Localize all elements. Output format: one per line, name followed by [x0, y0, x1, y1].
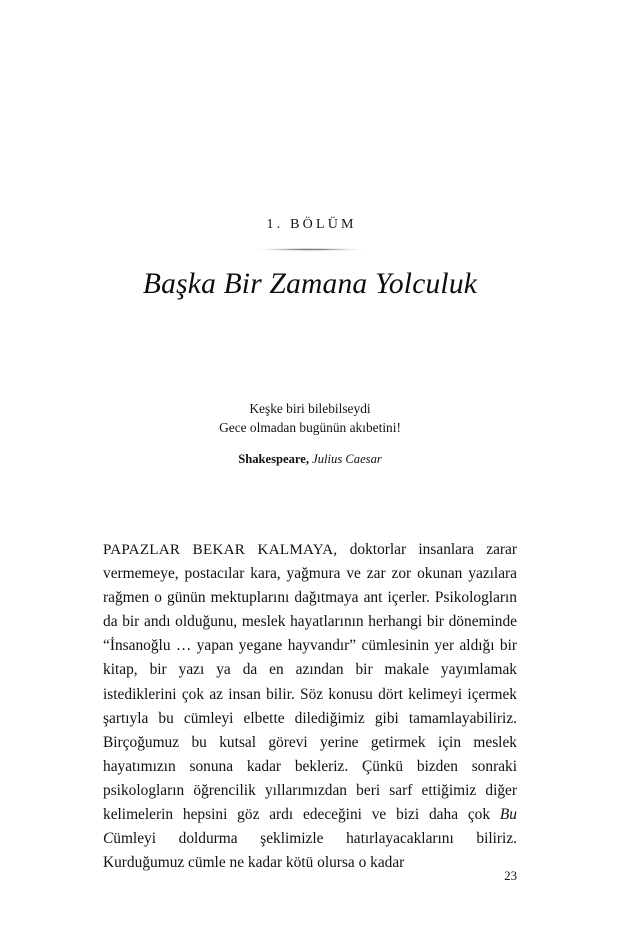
epigraph-separator: , [305, 452, 313, 466]
paragraph-opening-caps: PAPAZLAR BEKAR KALMAYA, [103, 542, 338, 558]
epigraph-attribution [0, 451, 620, 467]
chapter-header [0, 218, 620, 302]
epigraph [0, 400, 620, 467]
epigraph-line-1: Keşke biri bilebilseydi [249, 401, 371, 416]
paragraph-segment-2: ümleyi doldurma şeklimizle hatırlayacaklarını biliriz. Kurduğumuz cümle ne kadar kötü olursa o kadar [103, 830, 517, 872]
body-text-block [103, 538, 517, 875]
epigraph-author: Shakespeare [238, 452, 306, 466]
paragraph [103, 538, 517, 875]
epigraph-line-2: Gece olmadan bugünün akıbetini! [219, 419, 401, 435]
paragraph-segment-1: doktorlar insanlara zarar vermemeye, postacılar kara, yağmura ve zar zor okunan yazılara rağmen o günün mektuplarını dağıtmaya ant içerler. Psikologların da bir andı olduğunu, meslek hayatlarının herhangi bir döneminde “İnsanoğlu … yapan yegane hayvandır” cümlesinin yer aldığı bir kitap, bir yazı ya da en azından bir makale yayımlamak istediklerini çok az insan bilir. Söz konusu dört kelimeyi içermek şartıyla bu cümleyi elbette dilediğimiz gibi tamamlayabiliriz. Birçoğumuz bu kutsal görevi yerine getirmek için meslek hayatımızın sonuna kadar bekleriz. Çünkü bizden sonraki psikologların öğrencilik yıllarımızdan beri sarf ettiğimiz diğer kelimelerin hepsini göz ardı edeceğini ve bizi daha çok [103, 541, 517, 824]
chapter-title: Başka Bir Zamana Yolculuk [142, 268, 478, 300]
paragraph-italic-phrase: Bu C [103, 806, 517, 848]
ornamental-divider-icon [254, 248, 366, 251]
page-number: 23 [504, 869, 517, 883]
epigraph-work-title: Julius Caesar [312, 452, 382, 466]
chapter-number-label: 1. BÖLÜM [266, 217, 357, 232]
